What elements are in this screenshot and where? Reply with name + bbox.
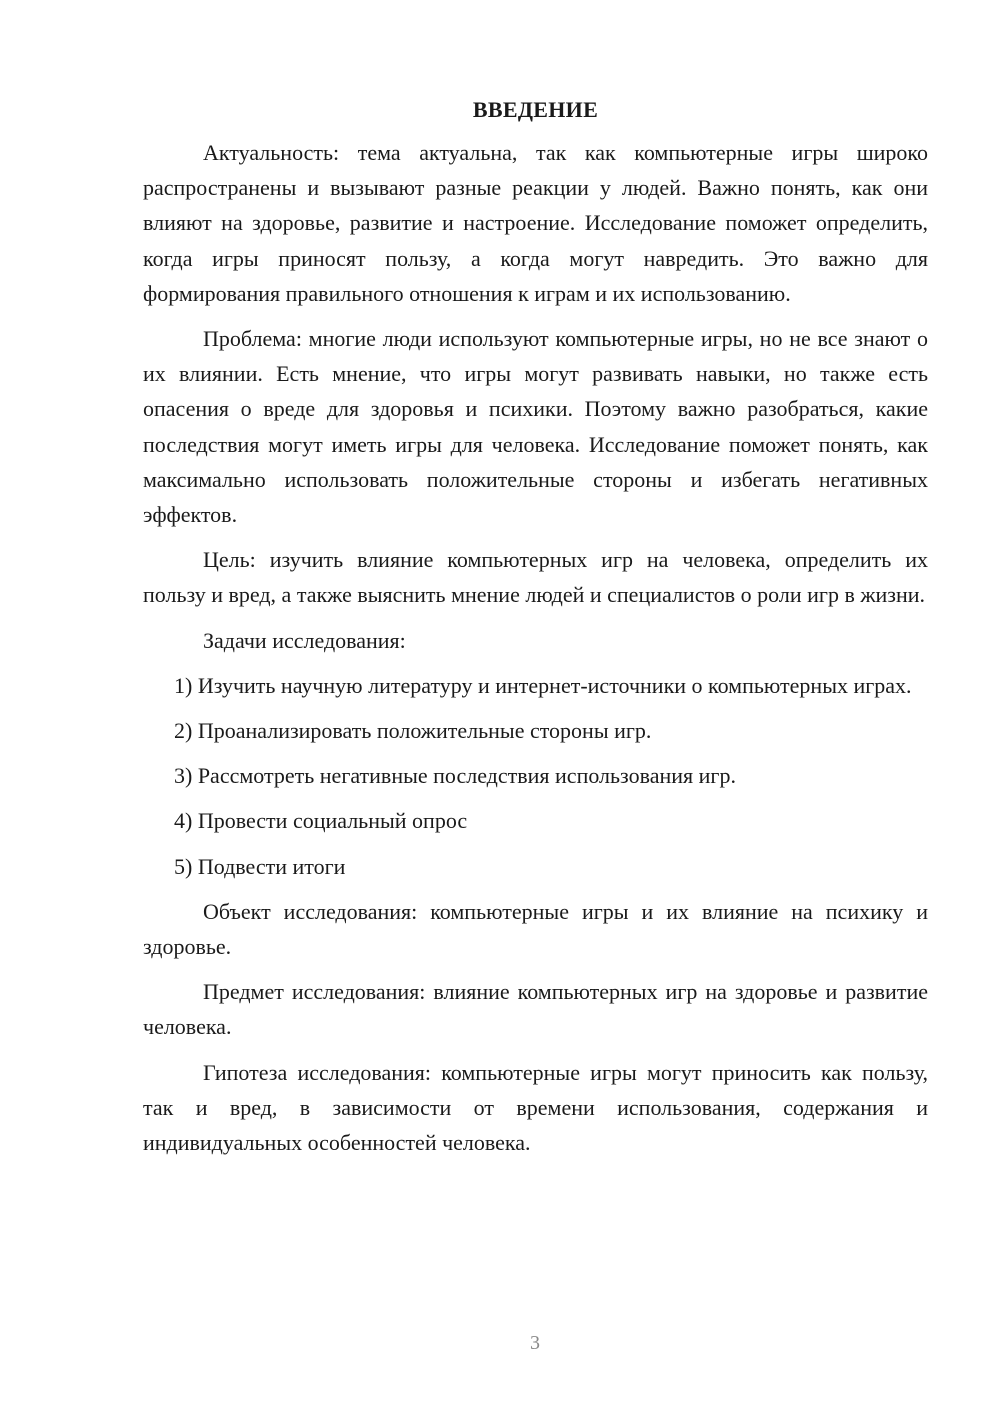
paragraph-subject: Предмет исследования: влияние компьютерных игр на здоровье и развитие человека. (143, 979, 928, 1040)
paragraph-hypothesis: Гипотеза исследования: компьютерные игры могут приносить как пользу, так и вред, в зависимости от времени использования, содержания и индивидуальных особенностей человека. (143, 1059, 928, 1156)
tasks-heading: Задачи исследования: (203, 627, 406, 653)
task-item-4: 4) Провести социальный опрос (174, 808, 468, 834)
paragraph-problem: Проблема: многие люди используют компьютерные игры, но не все знают о их влиянии. Есть мнение, что игры могут развивать навыки, но также есть опасения о вреде для здоровья и психики. Поэтому важно разобраться, какие последствия могут иметь игры для человека. Исследование поможет понять, как максимально использовать положительные стороны и избегать негативных эффектов. (143, 326, 928, 528)
paragraph-goal: Цель: изучить влияние компьютерных игр на человека, определить их пользу и вред, а также выяснить мнение людей и специалистов о роли игр в жизни. (143, 547, 928, 608)
page-title: ВВЕДЕНИЕ (472, 97, 599, 122)
task-item-5: 5) Подвести итоги (174, 853, 346, 879)
task-item-3: 3) Рассмотреть негативные последствия использования игр. (174, 763, 736, 789)
paragraph-relevance: Актуальность: тема актуальна, так как компьютерные игры широко распространены и вызывают разные реакции у людей. Важно понять, как они влияют на здоровье, развитие и настроение. Исследование поможет определить, когда игры приносят пользу, а когда могут навредить. Это важно для формирования правильного отношения к играм и их использованию. (143, 140, 928, 306)
task-item-1: 1) Изучить научную литературу и интернет-источники о компьютерных играх. (174, 672, 912, 698)
task-item-2: 2) Проанализировать положительные стороны игр. (174, 718, 652, 744)
page-number: 3 (530, 1332, 540, 1354)
document-page (143, 92, 928, 1170)
paragraph-object: Объект исследования: компьютерные игры и их влияние на психику и здоровье. (143, 898, 928, 960)
